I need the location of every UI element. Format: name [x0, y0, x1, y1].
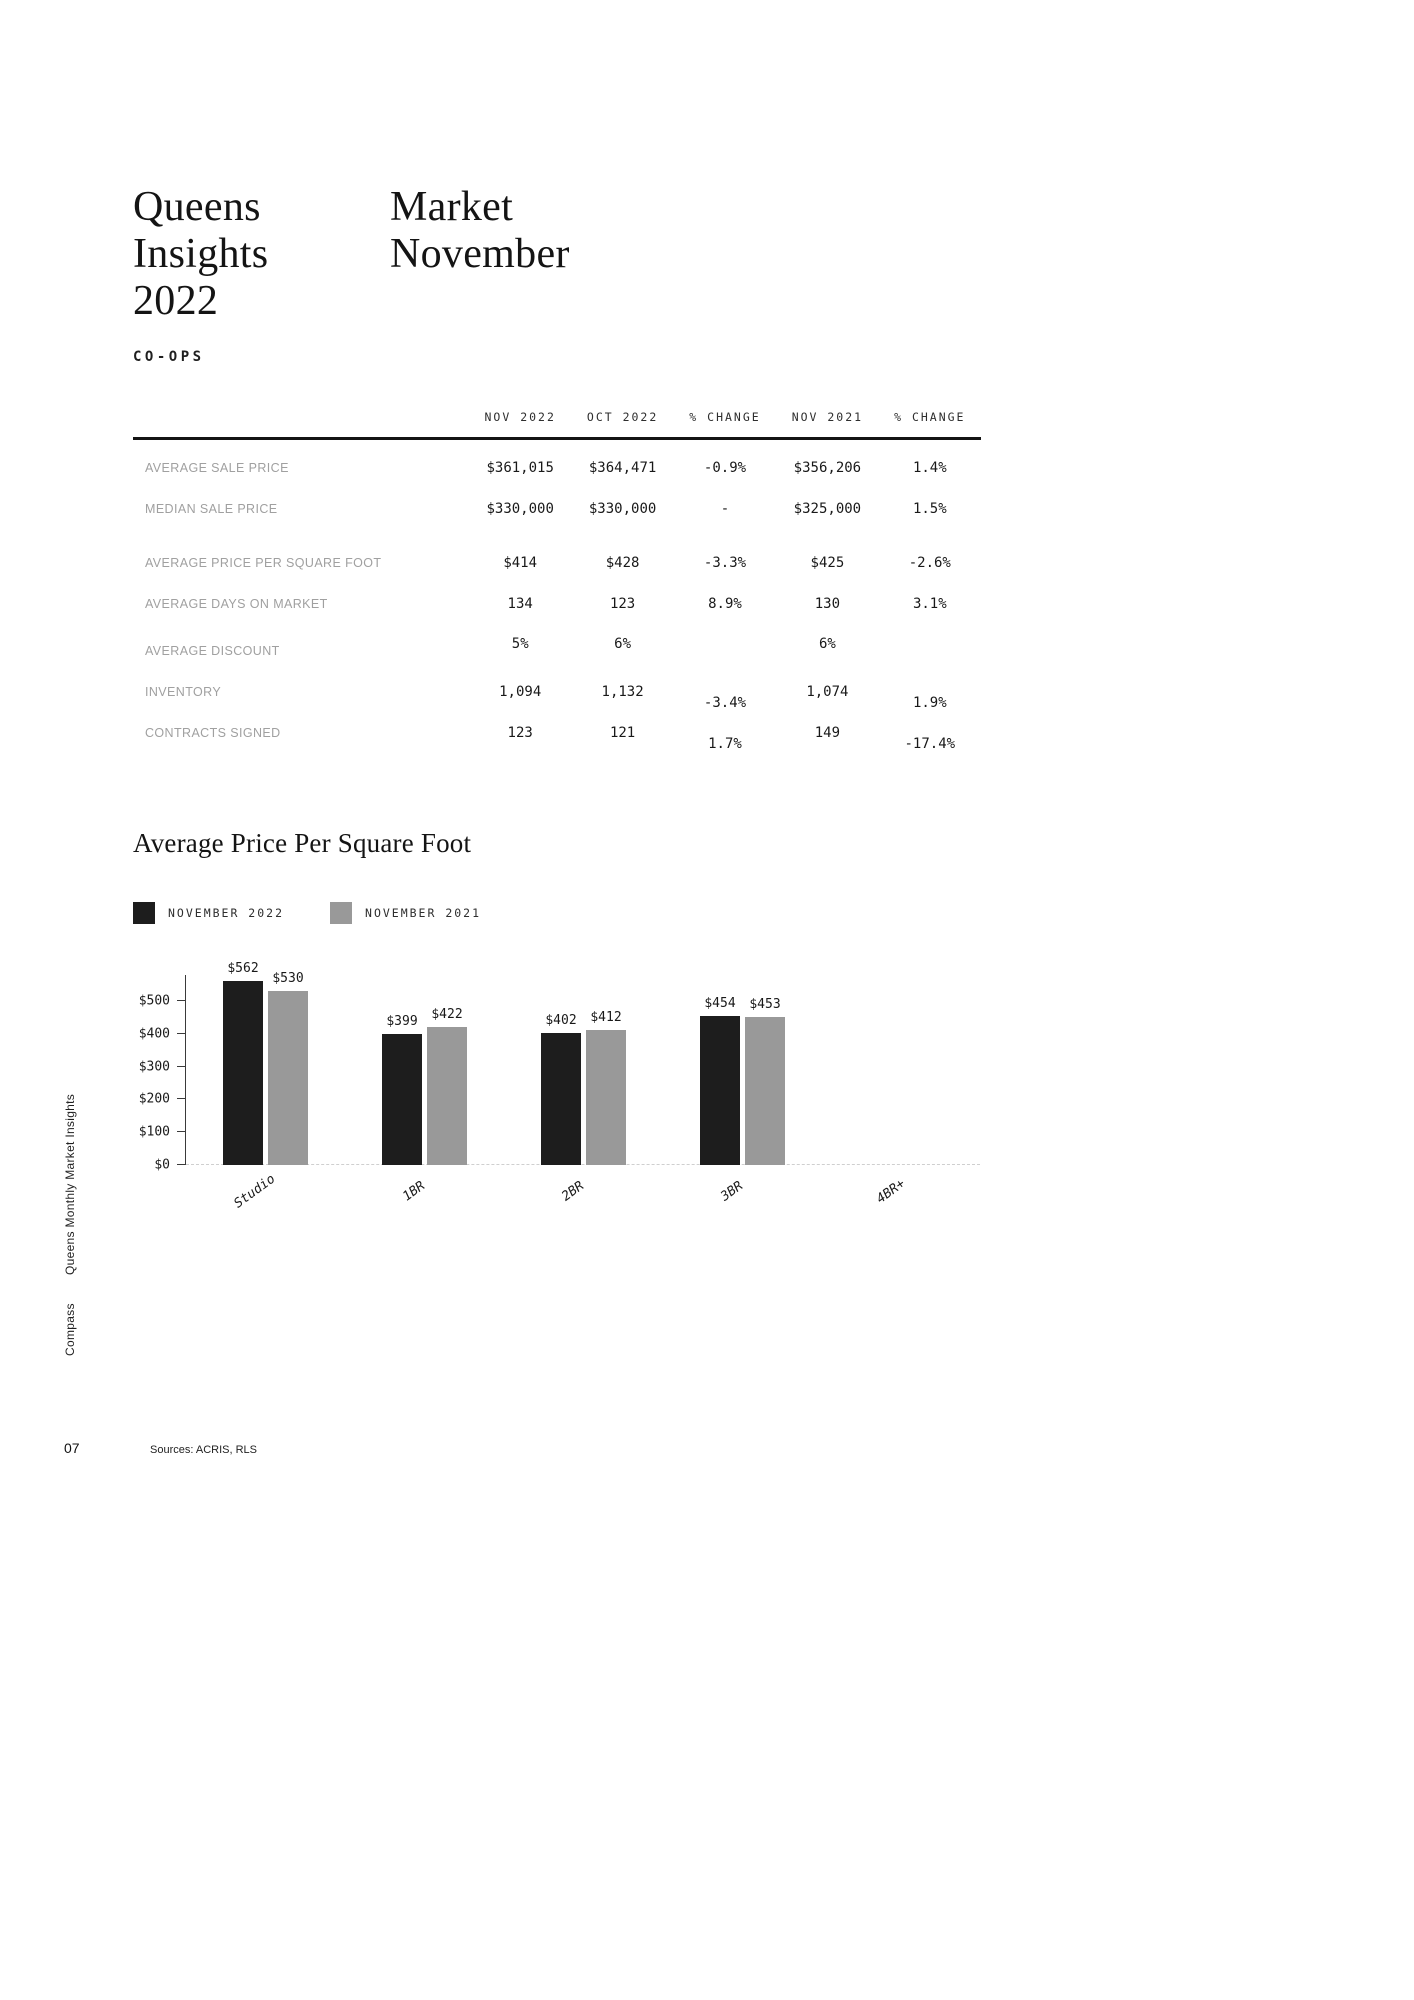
x-axis-label-slot — [503, 1175, 662, 1205]
bar-3br-november-2021 — [745, 996, 785, 1165]
legend-label-nov-2022: NOVEMBER 2022 — [168, 906, 285, 920]
row-label: MEDIAN SALE PRICE — [145, 501, 278, 516]
table-cell: 6% — [818, 635, 836, 652]
table-row — [133, 542, 981, 583]
bar-group-1br — [345, 1006, 504, 1165]
x-axis-label-slot — [821, 1175, 980, 1207]
bar-2br-november-2022 — [541, 1013, 581, 1165]
x-axis-category-label: 4BR+ — [873, 1176, 908, 1207]
chart-plot-area — [138, 960, 980, 1173]
chart-title: Average Price Per Square Foot — [133, 828, 472, 858]
sidebar-brand-label: Compass — [63, 1303, 77, 1356]
table-cell: $330,000 — [486, 500, 554, 517]
bar-3br-november-2022 — [700, 996, 740, 1165]
bar-1br-november-2022 — [382, 1014, 422, 1165]
bar-value-label: $454 — [704, 996, 736, 1012]
table-cell: 8.9% — [708, 595, 742, 612]
table-row — [133, 630, 981, 671]
y-axis-tick — [177, 1033, 186, 1034]
table-cell: 3.1% — [912, 595, 947, 612]
table-cell: -3.3% — [703, 554, 747, 571]
table-cell: $414 — [503, 554, 538, 571]
y-axis-tick-label: $100 — [138, 1124, 170, 1140]
bar-group-2br — [504, 1010, 663, 1165]
y-axis-tick-label: $500 — [138, 993, 170, 1009]
bar-group-studio — [186, 960, 345, 1165]
column-header-nov-2021: NOV 2021 — [791, 410, 864, 424]
table-cell: 149 — [814, 724, 841, 741]
column-header-oct-2022: OCT 2022 — [586, 410, 659, 424]
title-line: November — [390, 231, 570, 277]
sources-note: Sources: ACRIS, RLS — [150, 1444, 257, 1456]
table-row — [133, 447, 981, 488]
table-cell: 1,074 — [806, 683, 849, 700]
bar-2br-november-2021 — [586, 1010, 626, 1165]
column-header-pct-change-1: % CHANGE — [689, 410, 761, 424]
y-axis-tick-label: $200 — [138, 1091, 170, 1107]
table-row — [133, 712, 981, 753]
y-axis-tick — [177, 1000, 186, 1001]
table-cell: $364,471 — [588, 459, 657, 476]
bar-value-label: $422 — [431, 1006, 463, 1022]
chart-x-axis-labels — [185, 1165, 980, 1225]
title-line: 2022 — [133, 278, 219, 324]
bar-1br-november-2021 — [427, 1006, 467, 1165]
bar-value-label: $562 — [227, 960, 259, 976]
x-axis-category-label: 3BR — [717, 1178, 746, 1205]
title-line: Queens — [133, 184, 261, 230]
report-subtitle: CO-OPS — [133, 349, 205, 365]
row-label: AVERAGE PRICE PER SQUARE FOOT — [145, 555, 382, 570]
legend-swatch-nov-2022 — [133, 902, 155, 924]
table-cell: -0.9% — [703, 459, 747, 476]
title-right-column — [390, 184, 570, 278]
y-axis-tick-label: $400 — [138, 1026, 170, 1042]
bar-studio-november-2021 — [268, 971, 308, 1165]
table-cell: 1,132 — [601, 683, 644, 700]
table-row — [133, 583, 981, 624]
table-cell: 1.5% — [912, 500, 947, 517]
table-cell: - — [720, 500, 730, 517]
x-axis-label-slot — [662, 1175, 821, 1205]
table-cell: 1.9% — [912, 694, 947, 711]
row-label: AVERAGE DISCOUNT — [145, 643, 280, 658]
table-cell: $330,000 — [588, 500, 657, 517]
table-cell: 1.4% — [912, 459, 947, 476]
row-label: AVERAGE DAYS ON MARKET — [145, 596, 328, 611]
bar-studio-november-2022 — [223, 960, 263, 1165]
title-line: Market — [390, 184, 514, 230]
table-cell: 121 — [609, 724, 636, 741]
y-axis-tick — [177, 1066, 186, 1067]
column-header-nov-2022: NOV 2022 — [484, 410, 556, 424]
bar-group-3br — [663, 996, 822, 1165]
page-header — [133, 184, 570, 381]
table-cell: 130 — [814, 595, 841, 612]
title-left-column — [133, 184, 390, 381]
x-axis-category-label: Studio — [231, 1171, 279, 1212]
table-cell: 1.7% — [708, 735, 742, 752]
table-cell: $428 — [605, 554, 640, 571]
table-body — [133, 440, 981, 753]
row-label: INVENTORY — [145, 684, 222, 699]
market-stats-table — [133, 410, 981, 753]
y-axis-tick-label: $300 — [138, 1059, 170, 1075]
row-label: CONTRACTS SIGNED — [145, 725, 281, 740]
title-line: Insights — [133, 231, 269, 277]
y-axis-tick — [177, 1131, 186, 1132]
table-cell: -17.4% — [904, 735, 956, 752]
x-axis-label-slot — [185, 1171, 344, 1212]
table-cell: -2.6% — [908, 554, 951, 571]
table-cell: 123 — [507, 724, 533, 741]
table-cell: 134 — [507, 595, 533, 612]
table-cell: -3.4% — [703, 694, 747, 711]
chart-legend — [133, 902, 527, 924]
table-cell: $356,206 — [793, 459, 862, 476]
bar-value-label: $412 — [590, 1010, 622, 1026]
sidebar-vertical-label: Queens Monthly Market Insights — [63, 1093, 77, 1275]
y-axis-tick — [177, 1098, 186, 1099]
table-header-row — [133, 410, 981, 440]
bar-chart — [138, 960, 980, 1225]
x-axis-label-slot — [344, 1175, 503, 1205]
table-cell: 123 — [609, 595, 636, 612]
x-axis-category-label: 2BR — [558, 1178, 587, 1205]
table-row — [133, 671, 981, 712]
x-axis-category-label: 1BR — [399, 1178, 428, 1205]
table-row — [133, 488, 981, 529]
table-cell: $325,000 — [793, 500, 862, 517]
table-cell: $361,015 — [486, 459, 554, 476]
bar-value-label: $402 — [545, 1013, 577, 1029]
bar-value-label: $530 — [272, 971, 304, 987]
table-cell: 6% — [614, 635, 632, 652]
column-header-pct-change-2: % CHANGE — [894, 410, 966, 424]
page-number: 07 — [64, 1440, 80, 1456]
table-cell: $425 — [810, 554, 845, 571]
bar-value-label: $453 — [749, 996, 781, 1012]
row-label: AVERAGE SALE PRICE — [145, 460, 289, 475]
bar-value-label: $399 — [386, 1014, 418, 1030]
y-axis-tick-label: $0 — [154, 1157, 170, 1173]
table-cell: 1,094 — [499, 683, 542, 700]
table-cell: 5% — [511, 635, 529, 652]
legend-swatch-nov-2021 — [330, 902, 352, 924]
legend-label-nov-2021: NOVEMBER 2021 — [365, 906, 482, 920]
